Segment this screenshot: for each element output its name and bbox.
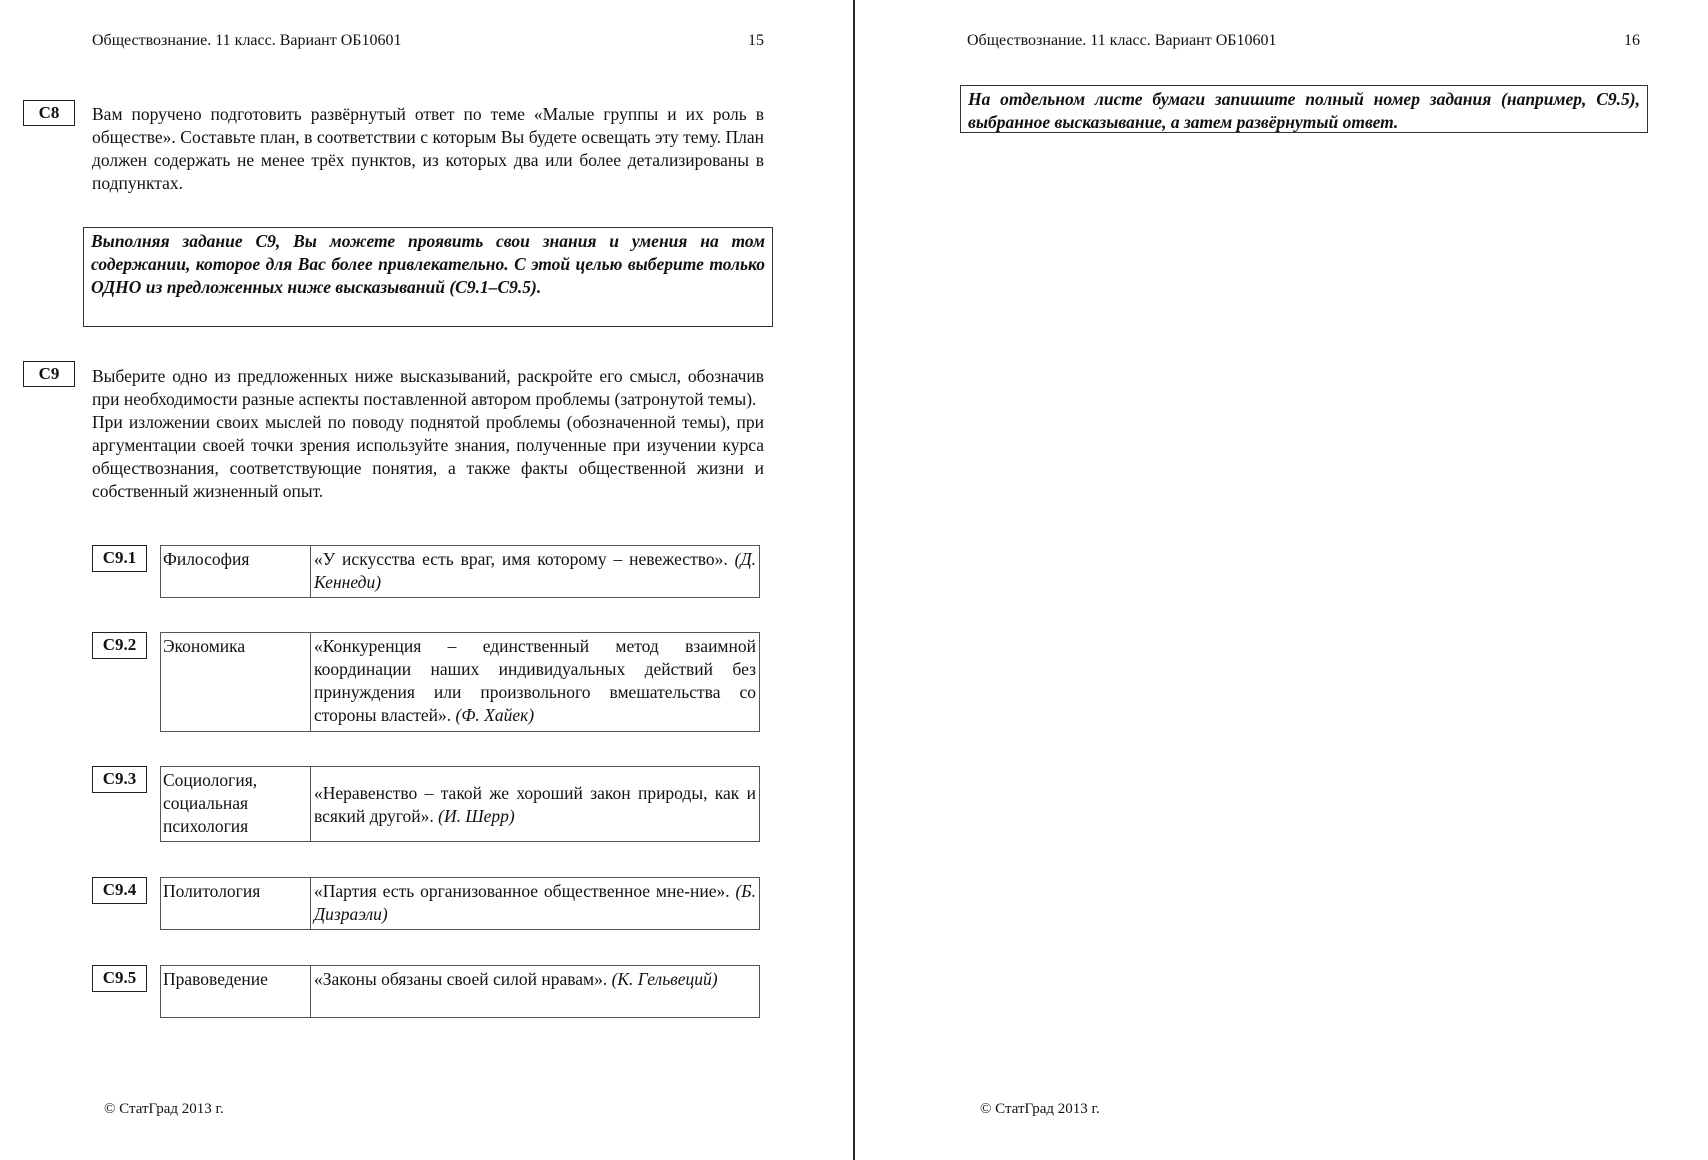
page-number: 15 [748, 32, 764, 49]
option-subject: Философия [161, 546, 311, 597]
option-table-c9-4 [160, 877, 760, 930]
option-label-c9-5: C9.5 [92, 965, 147, 992]
option-table-c9-1 [160, 545, 760, 598]
option-table-c9-2 [160, 632, 760, 732]
option-label-c9-3: C9.3 [92, 766, 147, 793]
c8-paragraph: Вам поручено подготовить развёрнутый ответ по теме «Малые группы и их роль в обществе». Составьте план, в соответствии с которым Вы будете освещать эту тему. План должен содержать не менее трёх пунктов, из которых два или более детализированы в подпунктах. [92, 104, 764, 193]
option-label-c9-2: C9.2 [92, 632, 147, 659]
quote-text: «Конкуренция – единственный метод взаимной координации наших индивидуальных действий без принуждения или произвольного вмешательства со стороны властей». [314, 636, 756, 725]
page-divider [853, 0, 855, 1160]
quote-author: (Б. Дизраэли) [314, 881, 756, 924]
option-quote [311, 966, 759, 1017]
c8-task-text [92, 103, 764, 195]
quote-author: (Ф. Хайек) [455, 705, 535, 725]
option-label-c9-1: C9.1 [92, 545, 147, 572]
quote-author: (К. Гельвеций) [611, 969, 718, 989]
quote-author: (И. Шерр) [438, 805, 515, 826]
option-subject: Социология, социальная психология [161, 767, 311, 841]
quote-text: «У искусства есть враг, имя которому – невежество». [314, 549, 728, 569]
footer-copyright: © СтатГрад 2013 г. [104, 1101, 224, 1117]
c9-task-text [92, 365, 764, 503]
footer-copyright: © СтатГрад 2013 г. [980, 1101, 1100, 1117]
quote-text: «Неравенство – такой же хороший закон природы, как и всякий другой». [314, 782, 756, 826]
header-title: Обществознание. 11 класс. Вариант ОБ10601 [967, 32, 1277, 49]
answer-instruction-box [960, 85, 1648, 133]
option-quote [311, 633, 759, 731]
option-table-c9-5 [160, 965, 760, 1018]
option-quote [311, 878, 759, 929]
quote-text: «Партия есть организованное общественное мне-ние». [314, 881, 730, 901]
option-subject: Правоведение [161, 966, 311, 1017]
c9-paragraph-2: При изложении своих мыслей по поводу поднятой проблемы (обозначенной темы), при аргументации своей точки зрения используйте знания, полученные при изучении курса обществознания, соответствующие понятия, а также факты общественной жизни и собственный жизненный опыт. [92, 412, 764, 501]
c9-paragraph-1: Выберите одно из предложенных ниже высказываний, раскройте его смысл, обозначив при необходимости разные аспекты поставленной автором проблемы (затронутой темы). [92, 366, 764, 409]
option-table-c9-3 [160, 766, 760, 842]
option-subject: Экономика [161, 633, 311, 731]
c9-instruction-box [83, 227, 773, 327]
option-subject: Политология [161, 878, 311, 929]
option-quote [311, 767, 759, 841]
right-page [856, 0, 1708, 1160]
page-number: 16 [1624, 32, 1640, 49]
option-quote [311, 546, 759, 597]
task-label-c9: C9 [23, 361, 75, 387]
quote-author: (Д. Кеннеди) [314, 549, 756, 592]
answer-instruction-text: На отдельном листе бумаги запишите полный номер задания (например, С9.5), выбранное высказывание, а затем развёрнутый ответ. [968, 89, 1640, 132]
option-label-c9-4: C9.4 [92, 877, 147, 904]
c9-instruction-text: Выполняя задание С9, Вы можете проявить свои знания и умения на том содержании, которое для Вас более привлекательно. С этой целью выберите только ОДНО из предложенных ниже высказываний (С9.1–С9.5). [91, 231, 765, 297]
header-title: Обществознание. 11 класс. Вариант ОБ10601 [92, 32, 402, 49]
quote-text: «Законы обязаны своей силой нравам». [314, 969, 608, 989]
task-label-c8: C8 [23, 100, 75, 126]
